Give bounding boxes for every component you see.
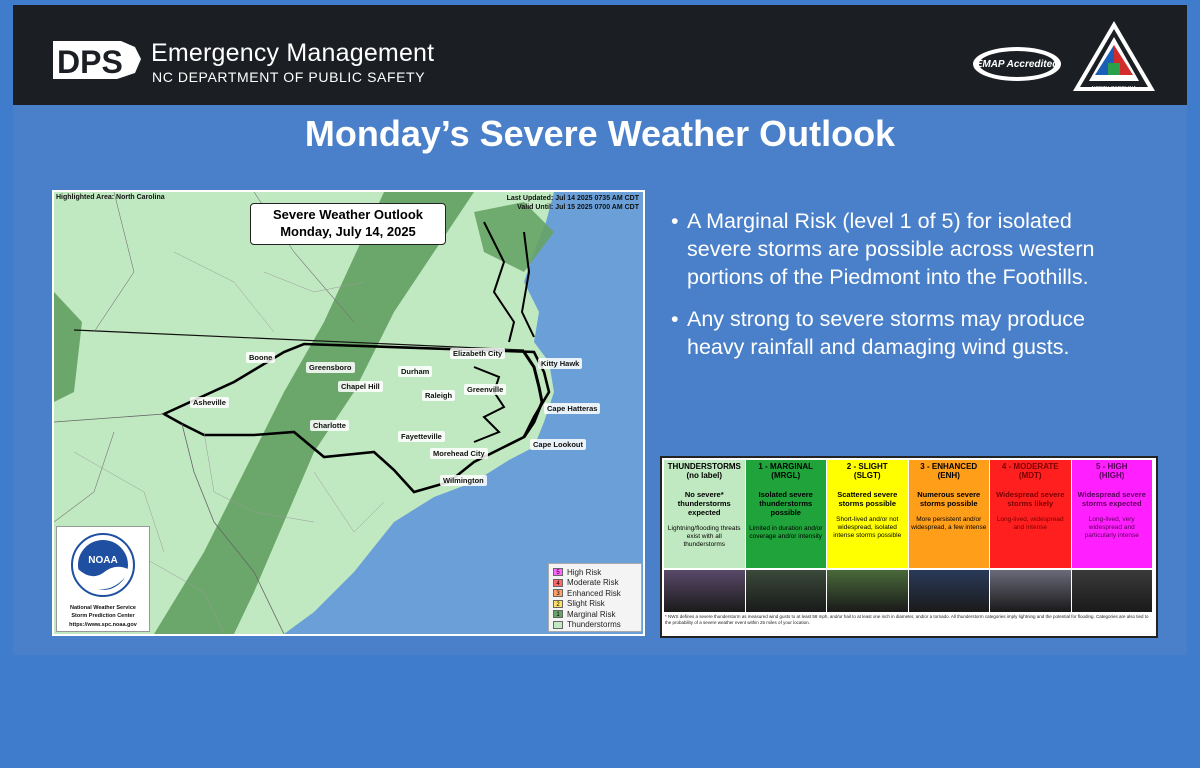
risk-level-description: Numerous severe storms possible [917, 490, 981, 508]
header-bar [13, 5, 1187, 105]
city-asheville: Asheville [190, 397, 229, 408]
risk-level-description: Widespread severe storms likely [996, 490, 1065, 508]
bullet-item [671, 305, 1141, 361]
city-cape-lookout: Cape Lookout [530, 439, 586, 450]
agency-title: Emergency Management [151, 39, 435, 67]
risk-column [827, 460, 908, 568]
legend-swatch: 5 [553, 568, 563, 576]
dps-logo [51, 37, 143, 81]
risk-level-name: 4 - MODERATE [1001, 462, 1059, 471]
risk-level-abbrev: (SLGT) [853, 471, 881, 480]
slide-title: Monday’s Severe Weather Outlook [304, 113, 896, 154]
nws-label: National Weather Service [70, 605, 136, 611]
bullet-dot: • [671, 209, 679, 233]
city-raleigh: Raleigh [422, 390, 455, 401]
risk-level-note: Long-lived, widespread and intense [996, 516, 1064, 531]
emap-accredited-logo [971, 45, 1063, 83]
legend-label: Thunderstorms [567, 620, 621, 629]
bullet-dot: • [671, 307, 679, 331]
risk-level-note: Short-lived and/or not widespread, isolated intense storms possible [833, 516, 902, 539]
frame-left-edge [0, 0, 13, 654]
risk-level-description: No severe* thunderstorms expected [677, 490, 731, 517]
risk-categories-table [660, 456, 1158, 638]
risk-column-header [829, 462, 906, 484]
risk-example-photo [827, 570, 908, 612]
risk-column [1072, 460, 1153, 568]
risk-column [909, 460, 990, 568]
risk-level-name: THUNDERSTORMS [667, 462, 741, 471]
city-wilmington: Wilmington [440, 475, 487, 486]
last-updated: Last Updated: Jul 14 2025 0735 AM CDT [506, 195, 639, 202]
risk-column [990, 460, 1071, 568]
legend-row [553, 599, 605, 609]
risk-legend [548, 563, 642, 632]
risk-level-abbrev: (ENH) [937, 471, 960, 480]
map-timestamps [507, 194, 639, 212]
risk-level-name: 1 - MARGINAL [758, 462, 814, 471]
legend-swatch: 4 [553, 579, 563, 587]
risk-column-header [911, 462, 988, 484]
legend-swatch: 2 [553, 600, 563, 608]
highlighted-area-label: Highlighted Area: North Carolina [56, 194, 165, 201]
legend-label: High Risk [567, 567, 602, 577]
risk-table-footnote: * NWS defines a severe thunderstorm as measured wind gusts to at least 58 mph, and/or hail to at least one inch in diameter, and/or a tornado. All thunderstorm categories imply lightning and the potential for flooding. Categories are also tied to the probability of a severe weather event within 25 miles of your location. [665, 614, 1149, 625]
risk-level-name: 2 - SLIGHT [846, 462, 888, 471]
risk-level-note: Limited in duration and/or coverage and/or intensity [749, 525, 823, 540]
map-title [250, 203, 446, 245]
risk-example-photo [990, 570, 1071, 612]
risk-level-abbrev: (no label) [686, 471, 723, 480]
spc-url: https://www.spc.noaa.gov [69, 622, 137, 628]
city-cape-hatteras: Cape Hatteras [544, 403, 600, 414]
spc-label: Storm Prediction Center [71, 613, 135, 619]
legend-swatch: 1 [553, 610, 563, 618]
legend-label: Marginal Risk [567, 609, 616, 619]
risk-column-header [1074, 462, 1151, 484]
bullet-item [671, 207, 1141, 291]
nc-emergency-management-logo [1071, 19, 1157, 93]
city-boone: Boone [246, 352, 275, 363]
risk-column [746, 460, 827, 568]
noaa-logo-text: NOAA [88, 555, 118, 566]
risk-level-name: 3 - ENHANCED [920, 462, 978, 471]
risk-level-note: More persistent and/or widespread, a few intense [911, 516, 987, 531]
legend-swatch [553, 621, 563, 629]
risk-level-abbrev: (MDT) [1018, 471, 1042, 480]
risk-example-photo [909, 570, 990, 612]
city-chapel-hill: Chapel Hill [338, 381, 383, 392]
risk-column-header [992, 462, 1069, 484]
legend-row [553, 567, 601, 577]
risk-example-photo [746, 570, 827, 612]
city-greenville: Greenville [464, 384, 506, 395]
legend-swatch: 3 [553, 589, 563, 597]
risk-level-abbrev: (MRGL) [771, 471, 801, 480]
ncem-logo-text: NORTH CAROLINA [1091, 86, 1137, 92]
valid-until: Valid Until: Jul 15 2025 0700 AM CDT [517, 204, 639, 211]
risk-level-description: Widespread severe storms expected [1077, 490, 1146, 508]
slide [13, 5, 1187, 655]
legend-row [553, 588, 621, 598]
legend-label: Slight Risk [567, 599, 605, 608]
city-greensboro: Greensboro [306, 362, 355, 373]
risk-column-header [748, 462, 825, 484]
risk-level-note: Long-lived, very widespread and particularly intense [1084, 516, 1139, 539]
risk-level-name: 5 - HIGH [1095, 462, 1128, 471]
risk-column [664, 460, 745, 568]
map-title-line1: Severe Weather Outlook [272, 207, 424, 222]
city-elizabeth-city: Elizabeth City [450, 348, 505, 359]
risk-example-photo [664, 570, 745, 612]
outlook-bullets [671, 207, 1141, 375]
agency-subtitle: NC DEPARTMENT OF PUBLIC SAFETY [152, 69, 426, 85]
legend-label: Enhanced Risk [567, 588, 621, 598]
city-kitty-hawk: Kitty Hawk [538, 358, 582, 369]
risk-example-photo [1072, 570, 1153, 612]
map-title-line2: Monday, July 14, 2025 [280, 224, 416, 239]
risk-level-note: Lightning/flooding threats exist with all thunderstorms [667, 525, 741, 548]
legend-row [553, 620, 621, 630]
legend-row [553, 609, 615, 619]
emap-logo-text: EMAP Accredited [975, 59, 1059, 70]
outlook-map [52, 190, 645, 636]
risk-level-abbrev: (HIGH) [1099, 471, 1125, 480]
city-morehead-city: Morehead City [430, 448, 488, 459]
bullet-text: A Marginal Risk (level 1 of 5) for isolated severe storms are possible across western portions of the Piedmont into the Foothills. [687, 209, 1095, 289]
risk-level-description: Isolated severe thunderstorms possible [758, 490, 813, 517]
city-charlotte: Charlotte [310, 420, 349, 431]
city-fayetteville: Fayetteville [398, 431, 445, 442]
noaa-logo [71, 533, 135, 597]
risk-level-description: Scattered severe storms possible [837, 490, 898, 508]
noaa-badge [56, 526, 150, 632]
bullet-text: Any strong to severe storms may produce heavy rainfall and damaging wind gusts. [687, 307, 1085, 359]
legend-label: Moderate Risk [567, 578, 619, 587]
dps-logo-text: DPS [57, 44, 123, 80]
risk-column-header [666, 462, 743, 484]
city-durham: Durham [398, 366, 432, 377]
legend-row [553, 578, 619, 588]
